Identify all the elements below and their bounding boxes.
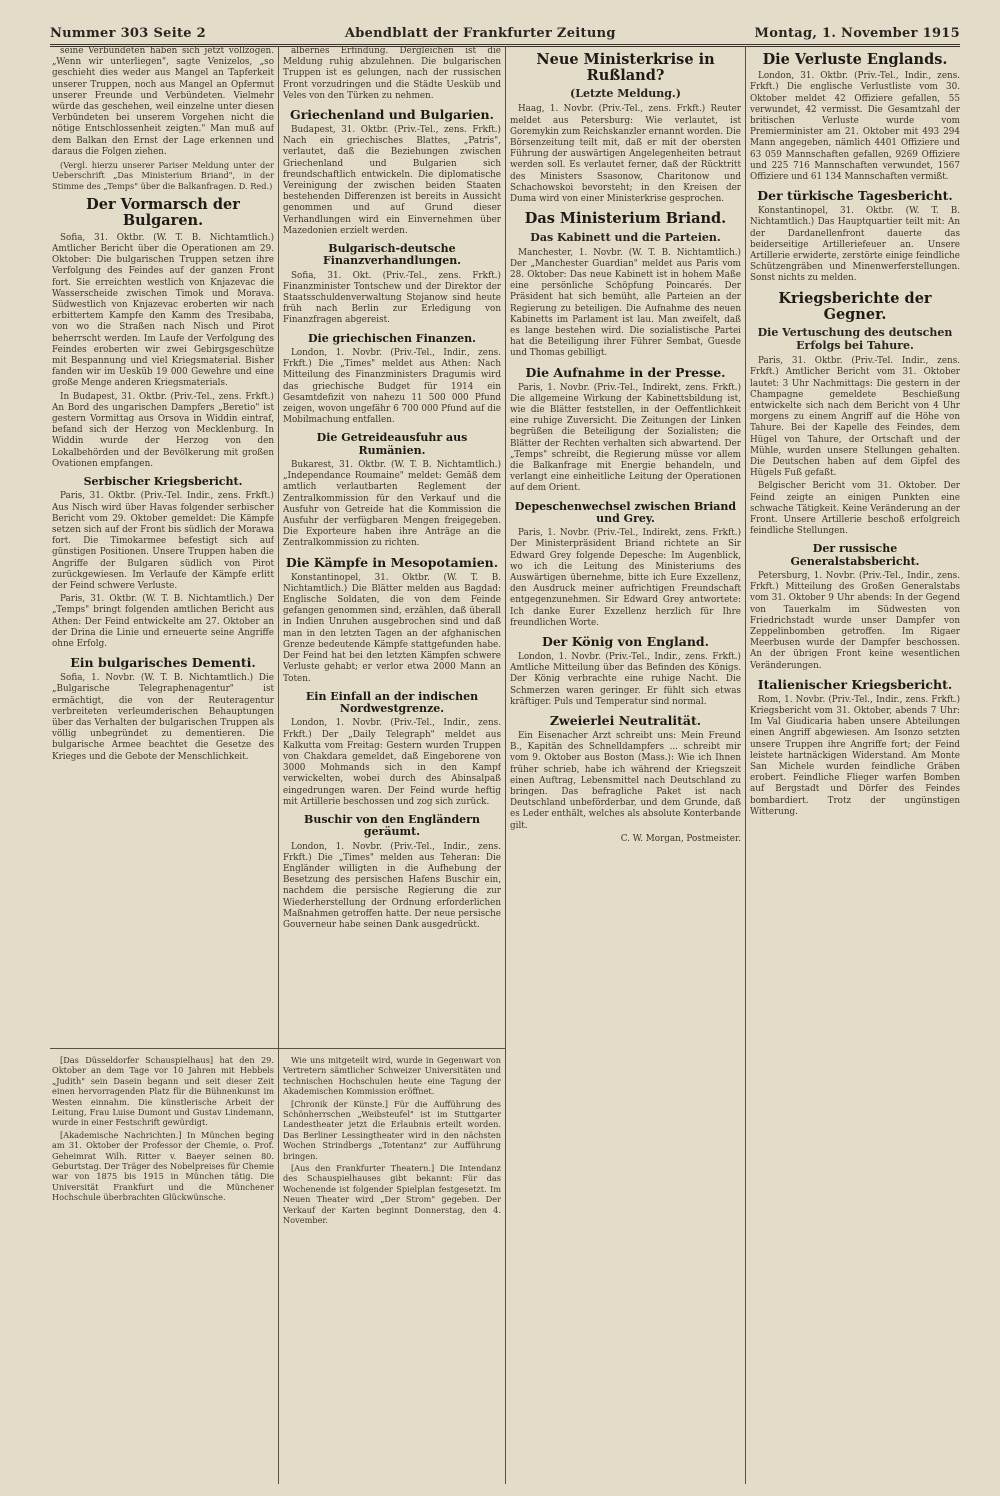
headline-griechenland: Griechenland und Bulgarien.: [290, 107, 494, 123]
article-text: Wie uns mitgeteilt wird, wurde in Gegenwart von Vertretern sämtlicher Schweizer Universitäten und technischen Hochschulen heute eine Tagung der Akademischen Kommission eröffnet.: [283, 1055, 501, 1097]
headline-russischer-bericht: Der russische Generalstabsbericht.: [790, 542, 920, 568]
article-text: [Akademische Nachrichten.] In München beging am 31. Oktober der Professor der Chemie, o. Prof. Geheimrat Wilh. Ritter v. Baeyer seinen 80. Geburtstag. Der Träger des Nobelpreises für Chemie war von 1875 bis 1915 in München tätig. Die Universität Frankfurt und die Münchener Hochschule überbrachten Glückwünsche.: [52, 1129, 274, 1203]
subheadline: Die Vertuschung des deutschen Erfolgs bei Tahure.: [757, 326, 953, 353]
column-rule: [278, 46, 279, 1484]
feuilleton-middle: [283, 1055, 501, 1484]
article-text: Ein Eisenacher Arzt schreibt uns: Mein Freund B., Kapitän des Schnelldampfers ... schreibt mir vom 9. Oktober aus Boston (Mass.): Wie ich Ihnen früher schrieb, habe ich während der Kriegszeit einen Auftrag, Lebensmittel nach Deutschland zu bringen. Das befragliche Paket ist nach Deutschland unbeförderbar, und dem Grunde, daß es Leder enthält, welches als absolute Konterbande gilt.: [510, 731, 741, 831]
headline-verluste-englands: Die Verluste Englands.: [762, 51, 948, 68]
headline-koenig: Der König von England.: [541, 634, 709, 650]
headline-vormarsch: Der Vormarsch der Bulgaren.: [86, 196, 240, 230]
article-text: Petersburg, 1. Novbr. (Priv.-Tel., Indir., zens. Frkft.) Mitteilung des Großen Generalstabs vom 31. Oktober 9 Uhr abends: In der Gegend von Tauerkalm im Südwesten von Friedrichstadt wurde unser Dampfer von Zeppelinbomben getroffen. Im Rigaer Meerbusen wurde der Dampfer beschossen. An der übrigen Front keine wesentlichen Veränderungen.: [750, 571, 960, 671]
article-text: [Aus den Frankfurter Theatern.] Die Intendanz des Schauspielhauses gibt bekannt: Für das Wochenende ist folgender Spielplan festgesetzt. Im Neuen Theater wird „Der Strom" gegeben. Der Verkauf der Karten beginnt Donnerstag, den 4. November.: [283, 1163, 501, 1226]
subheadline: Das Kabinett und die Parteien.: [530, 230, 721, 244]
headline-serbischer-bericht: Serbischer Kriegsbericht.: [83, 474, 243, 488]
article-text: Bukarest, 31. Oktbr. (W. T. B. Nichtamtlich.) „Independance Roumaine" meldet: Gemäß dem amtlich verlautbarten Reglement der Zentralkommission für den Verkauf und die Ausfuhr von Getreide hat die Kommission die Ausfuhr der verfügbaren Mengen freigegeben. Die Exporteure haben ihre Anträge an die Zentralkommission zu richten.: [283, 460, 501, 549]
column-2: [283, 46, 501, 1041]
headline-getreideausfuhr: Die Getreideausfuhr aus Rumänien.: [316, 431, 468, 457]
article-text: Konstantinopel, 31. Oktbr. (W. T. B. Nichtamtlich.) Das Hauptquartier teilt mit: An der Dardanellenfront dauerte das beiderseitige Artilleriefeuer an. Unsere Artillerie erwiderte, zerstörte einige feindliche Schützengräben und Minenwerferstellungen. Sonst nichts zu melden.: [750, 206, 960, 284]
headline-neutralitaet: Zweierlei Neutralität.: [549, 713, 702, 729]
headline-depeschenwechsel: Depeschenwechsel zwischen Briand und Grey.: [514, 499, 737, 525]
article-text: [Chronik der Künste.] Für die Aufführung des Schönherrschen „Weibsteufel" ist im Stuttgarter Landestheater jetzt die Erlaubnis erteilt worden. Das Berliner Lessingtheater wird in den nächsten Wochen Strindbergs „Totentanz" zur Aufführung bringen.: [283, 1098, 501, 1161]
article-text: London, 1. Novbr. (Priv.-Tel., Indir., zens. Frkft.) Die „Times" meldet aus Athen: Nach Mitteilung des Finanzministers Dragumis wird das griechische Budget für 1914 ein Gesamtdefizit von nahezu 11 500 000 Pfund zeigen, wovon ungefähr 6 700 000 Pfund auf die Mobilmachung entfallen.: [283, 348, 501, 426]
headline-ministerkrise: Neue Ministerkrise in Rußland?: [536, 51, 715, 85]
article-text: Sofia, 1. Novbr. (W. T. B. Nichtamtlich.) Die „Bulgarische Telegraphenagentur" ist ermächtigt, die von der Reuteragentur verbreiteten verleumderischen Behauptungen über das Verhalten der bulgarischen Truppen als völlig unbegründet zu dementieren. Die bulgarische Armee beachtet die Gesetze des Krieges und die Gebote der Menschlichkeit.: [52, 673, 274, 762]
headline-dementi: Ein bulgarisches Dementi.: [70, 655, 256, 671]
headline-kriegsberichte-gegner: Kriegsberichte der Gegner.: [778, 289, 932, 323]
column-1: [52, 46, 274, 1041]
editor-note: (Vergl. hierzu unserer Pariser Meldung unter der Ueberschrift „Das Ministerium Briand", in der Stimme des „Temps" über die Balkanfragen. D. Red.): [52, 160, 274, 191]
subheadline: (Letzte Meldung.): [570, 87, 681, 101]
article-text: seine Verbündeten haben sich jetzt vollzogen. „Wenn wir unterliegen", sagte Venizelos, „so geschieht dies weder aus Mangel an Tapferkeit unserer Truppen, noch aus Mangel an Opfermut unserer Freunde und Verbündeten. Vielmehr würde das geschehen, weil einzelne unter diesen Verbündeten bei unserem Vorgehen nicht die nötige Entschlossenheit zeigten." Man muß auf dem Balkan den Ernst der Lage erkennen und daraus die Folgen ziehen.: [52, 46, 274, 157]
article-text: London, 1. Novbr. (Priv.-Tel., Indir., zens. Frkft.) Die „Times" melden aus Teheran: Die Engländer willigten in die Aufhebung der Besetzung des persischen Hafens Buschir ein, nachdem die persische Regierung die zur Wiederherstellung der Ordnung erforderlichen Maßnahmen getroffen hatte. Der neue persische Gouverneur habe seinen Dank ausgedrückt.: [283, 841, 501, 930]
article-text: Paris, 31. Oktbr. (Priv.-Tel. Indir., zens. Frkft.) Aus Nisch wird über Havas folgender serbischer Bericht vom 29. Oktober gemeldet: Die Kämpfe setzen sich auf der Front bis südlich der Morawa fort. Die Timokarmee befestigt sich auf günstigen Positionen. Unsere Truppen haben die Angriffe der Bulgaren südlich von Pirot zurückgewiesen. Im Verlaufe der Kämpfe erlitt der Feind schwere Verluste.: [52, 491, 274, 591]
article-text: Konstantinopel, 31. Oktbr. (W. T. B. Nichtamtlich.) Die Blätter melden aus Bagdad: Englische Soldaten, die von dem Feinde gefangen genommen sind, erzählen, daß überall in Indien Unruhen ausgebrochen sind und daß man in den letzten Tagen an der afghanischen Grenze bedeutende Kämpfe stattgefunden habe. Der Feind hat bei den letzten Kämpfen schwere Verluste gehabt; er verlor etwa 2000 Mann an Toten.: [283, 572, 501, 684]
headline-finanzverhandlungen: Bulgarisch-deutsche Finanzverhandlungen.: [322, 242, 462, 268]
headline-einfall: Ein Einfall an der indischen Nordwestgrenze.: [305, 689, 479, 716]
page-date: Montag, 1. November 1915: [754, 25, 960, 41]
article-text: In Budapest, 31. Oktbr. (Priv.-Tel., zens. Frkft.) An Bord des ungarischen Dampfers „Beretio" ist gestern Vormittag aus Orsova in Widdin eintraf, befand sich der Herzog von Mecklenburg. In Widdin wurde der Herzog von den Lokalbehörden und der Bevölkerung mit großen Ovationen empfangen.: [52, 391, 274, 469]
headline-buschir: Buschir von den Engländern geräumt.: [304, 812, 480, 839]
article-text: London, 31. Oktbr. (Priv.-Tel., Indir., zens. Frkft.) Die englische Verlustliste vom 30. Oktober meldet 42 Offiziere gefallen, 55 verwundet, 42 vermisst. Die Gesamtzahl der britischen Verluste wurde vom Premierminister am 21. Oktober mit 493 294 Mann angegeben, nämlich 4401 Offiziere und 63 059 Mannschaften gefallen, 9269 Offiziere und 225 716 Mannschaften verwundet, 1567 Offiziere und 61 134 Mannschaften vermißt.: [750, 71, 960, 183]
article-text: London, 1. Novbr. (Priv.-Tel., Indir., zens. Frkft.) Der „Daily Telegraph" meldet aus Kalkutta vom Freitag: Gestern wurden Truppen von Chakdara gemeldet, daß Eingeborene von 3000 Mohmands sich in den Kampf verwickelten, wobei durch des Abinsalpaß eingedrungen waren. Der Feind wurde heftig mit Artillerie beschossen und zog sich zurück.: [283, 718, 501, 807]
article-text: Belgischer Bericht vom 31. Oktober. Der Feind zeigte an einigen Punkten eine schwache Tätigkeit. Keine Veränderung an der Front. Unsere Artillerie beschoß erfolgreich feindliche Stellungen.: [750, 481, 960, 537]
signature: C. W. Morgan, Postmeister.: [620, 833, 741, 844]
column-rule: [505, 46, 506, 1484]
headline-ministerium-briand: Das Ministerium Briand.: [524, 210, 727, 228]
article-text: London, 1. Novbr. (Priv.-Tel., Indir., zens. Frkft.) Amtliche Mitteilung über das Befinden des Königs. Der König verbrachte eine ruhige Nacht. Die Schmerzen waren geringer. Er fühlt sich etwas kräftiger. Puls und Temperatur sind normal.: [510, 652, 741, 707]
column-3: [510, 46, 741, 1484]
headline-griech-finanzen: Die griechischen Finanzen.: [308, 331, 476, 345]
article-text: Paris, 31. Oktbr. (Priv.-Tel. Indir., zens. Frkft.) Amtlicher Bericht vom 31. Oktober lautet: 3 Uhr Nachmittags: Die gestern in der Champagne gemeldete Beschießung entwickelte sich nach dem Bericht von 4 Uhr morgens zu einem Angriff auf die Höhe von Tahure. Bei der Kapelle des Feindes, dem Hügel von Tahure, der Ortschaft und der Mühle, wurden unsere Stellungen gehalten. Die Deutschen haben auf dem Gipfel des Hügels Fuß gefaßt.: [750, 356, 960, 479]
article-text: albernes Erfindung. Dergleichen ist die Meldung ruhig abzulehnen. Die bulgarischen Truppen ist es gelungen, nach der russischen Front vorzudringen und die Städte Uesküb und Veles von den Türken zu nehmen.: [283, 46, 501, 101]
article-text: Paris, 1. Novbr. (Priv.-Tel., Indirekt, zens. Frkft.) Die allgemeine Wirkung der Kabinettsbildung ist, wie die Blätter feststellen, in der Oeffentlichkeit eine ruhige Zuversicht. Die Zeitungen der Linken begrüßen die Beteiligung der Sozialisten; die Blätter der Rechten verhalten sich abwartend. Der „Temps" schreibt, die Regierung müsse vor allem die Balkanfrage mit Energie behandeln, und verlangt eine einheitliche Leitung der Operationen auf dem Orient.: [510, 382, 741, 494]
headline-presse: Die Aufnahme in der Presse.: [525, 364, 726, 380]
page-number: Nummer 303 Seite 2: [50, 25, 206, 41]
article-text: [Das Düsseldorfer Schauspielhaus] hat den 29. Oktober an dem Tage vor 10 Jahren mit Hebbels „Judith" sein Dasein begann und seit dieser Zeit einen hervorragenden Platz für die Bühnenkunst im Westen einnahm. Die künstlerische Arbeit der Leitung, Frau Luise Dumont und Gustav Lindemann, wurde in einer Festschrift gewürdigt.: [52, 1055, 274, 1128]
section-rule: [50, 1048, 505, 1049]
column-rule: [745, 46, 746, 1484]
article-text: Sofia, 31. Oktbr. (W. T. B. Nichtamtlich.) Amtlicher Bericht über die Operationen am 29. Oktober: Die bulgarischen Truppen setzen ihre Verfolgung des Feindes auf der ganzen Front fort. Sie erreichten westlich von Knjazevac die Wasserscheide zwischen Timok und Morava. Südwestlich von Knjazevac eroberten wir nach erbittertem Kampfe den Kamm des Tresibaba, von wo die Straßen nach Nisch und Pirot beherrscht werden. Im Laufe der Verfolgung des Feindes eroberten wir zwei Gebirgsgeschütze mit Bespannung und viel Kriegsmaterial. Bisher fanden wir im Uesküb 19 000 Gewehre und eine große Menge anderen Kriegsmaterials.: [52, 232, 274, 389]
headline-tuerkischer-bericht: Der türkische Tagesbericht.: [757, 188, 953, 204]
column-4: [750, 46, 960, 1484]
feuilleton-left: [52, 1055, 274, 1484]
article-text: Budapest, 31. Oktbr. (Priv.-Tel., zens. Frkft.) Nach ein griechisches Blattes, „Patris", verlautet, daß die Beziehungen zwischen Griechenland und Bulgarien sich freundschaftlich entwickeln. Die diplomatische Vereinigung der zwischen beiden Staaten bestehenden Differenzen ist bereits in Aussicht genommen und auf Grund dieser Verhandlungen wird ein Einvernehmen über Mazedonien erzielt werden.: [283, 125, 501, 236]
headline-italienischer-bericht: Italienischer Kriegsbericht.: [757, 676, 953, 692]
article-text: Sofia, 31. Okt. (Priv.-Tel., zens. Frkft.) Finanzminister Tontschew und der Direktor der Staatsschuldenverwaltung Stojanow sind heute früh nach Berlin zur Erledigung von Finanzfragen abgereist.: [283, 270, 501, 326]
masthead: [50, 22, 960, 47]
article-text: Manchester, 1. Novbr. (W. T. B. Nichtamtlich.) Der „Manchester Guardian" meldet aus Paris vom 28. Oktober: Das neue Kabinett ist in hohem Maße eine persönliche Schöpfung Poincarés. Der Präsident hat sich bemüht, alle Parteien an der Regierung zu beteiligen. Die Aufnahme des neuen Kabinetts im Parlament ist lau. Man zweifelt, daß es lange bestehen wird. Die sozialistische Partei hat die Beteiligung ihrer Führer Sembat, Guesde und Thomas gebilligt.: [510, 247, 741, 359]
article-text: Haag, 1. Novbr. (Priv.-Tel., zens. Frkft.) Reuter meldet aus Petersburg: Wie verlautet, ist Goremykin zum Reichskanzler ernannt worden. Die Börsenzeitung teilt mit, daß er mit der obersten Führung der auswärtigen Angelegenheiten betraut werden soll. Es verlautet ferner, daß der Rücktritt des Ministers Ssasonow, Charitonow und Schachowskoi bevorsteht; in den Kreisen der Duma wird von einer Ministerkrise gesprochen.: [510, 104, 741, 205]
article-text: Paris, 31. Oktbr. (W. T. B. Nichtamtlich.) Der „Temps" bringt folgenden amtlichen Bericht aus Athen: Der Feind entwickelte am 27. Oktober an der Drina die Linie und erneuerte seine Angriffe ohne Erfolg.: [52, 594, 274, 649]
headline-mesopotamien: Die Kämpfe in Mesopotamien.: [285, 554, 499, 570]
article-text: Rom, 1. Novbr. (Priv.-Tel., Indir., zens. Frkft.) Kriegsbericht vom 31. Oktober, abends 7 Uhr: Im Val Giudicaria haben unsere Abteilungen einen Angriff abgewiesen. Am Isonzo setzten unsere Truppen ihre Angriffe fort; der Feind leistete hartnäckigen Widerstand. Am Monte San Michele wurden feindliche Gräben erobert. Feindliche Flieger warfen Bomben auf Bergstadt und Dörfer des Feindes bombardiert. Trotz der ungünstigen Witterung.: [750, 694, 960, 817]
article-text: Paris, 1. Novbr. (Priv.-Tel., Indirekt, zens. Frkft.) Der Ministerpräsident Briand richtete an Sir Edward Grey folgende Depesche: Im Augenblick, wo ich die Leitung des Ministeriums des Auswärtigen übernehme, bitte ich Eure Exzellenz, den Ausdruck meiner aufrichtigen Freundschaft entgegenzunehmen. Sir Edward Grey antwortete: Ich danke Eurer Exzellenz herzlich für Ihre freundlichen Worte.: [510, 528, 741, 628]
paper-title: Abendblatt der Frankfurter Zeitung: [344, 25, 616, 41]
